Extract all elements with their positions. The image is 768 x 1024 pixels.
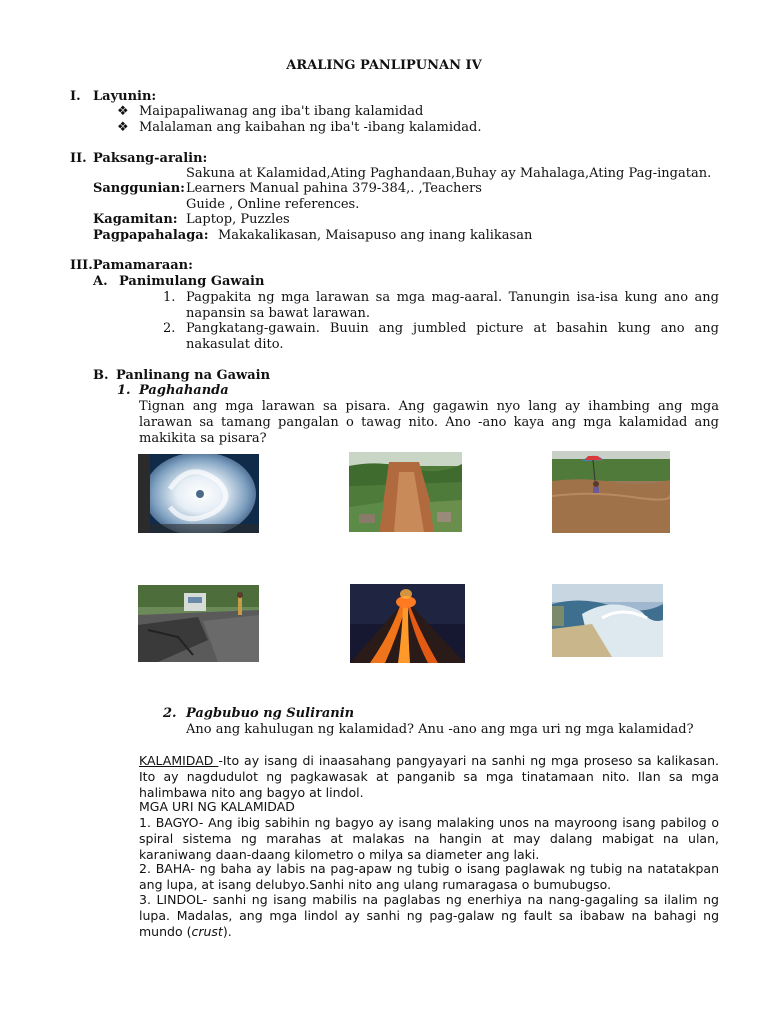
type-lindol (139, 892, 719, 940)
bullet-icon: ❖ (117, 104, 129, 119)
type-lindol-text: 3. LINDOL- sanhi ng isang mabilis na paglabas ng enerhiya na nang-gagaling sa ilalim ng lupa. Madalas, ang mga lindol ay sanhi ng pag-galaw ng fault sa ibabaw na bahagi ng mundo ( (139, 892, 719, 939)
pagpapahalaga-value: Makakalikasan, Maisapuso ang inang kalikasan (218, 228, 533, 243)
sanggunian-value-cont: Guide , Online references. (186, 197, 360, 212)
crust-term: crust (191, 924, 223, 939)
bullet-icon: ❖ (117, 120, 129, 135)
layunin-heading: Layunin: (93, 89, 157, 104)
tsunami-photo (552, 584, 663, 657)
section-number: II. (70, 151, 87, 166)
pagbubuo-heading: Pagbubuo ng Suliranin (186, 706, 355, 721)
pagbubuo-text: Ano ang kahulugan ng kalamidad? Anu -ano ang mga uri ng mga kalamidad? (186, 722, 694, 737)
volcano-photo (350, 584, 465, 663)
pagpapahalaga-label: Pagpapahalaga: (93, 228, 209, 243)
page-title: ARALING PANLIPUNAN IV (286, 58, 482, 73)
list-number: 1. (163, 290, 176, 305)
types-heading: MGA URI NG KALAMIDAD (139, 799, 295, 814)
type-baha: 2. BAHA- ng baha ay labis na pag-apaw ng tubig o isang paglawak ng tubig na natatakpan ang lupa, at isang delubyo.Sanhi nito ang ulang rumaragasa o bumubugso. (139, 861, 719, 892)
kagamitan-label: Kagamitan: (93, 212, 178, 227)
earthquake-photo (138, 585, 259, 662)
landslide-photo (349, 452, 462, 532)
paghahanda-heading: Paghahanda (139, 383, 229, 398)
list-number: 1. (117, 383, 131, 398)
list-number: 2. (163, 706, 177, 721)
sanggunian-label: Sanggunian: (93, 181, 185, 196)
sanggunian-value: Learners Manual pahina 379-384,. ,Teachers (186, 181, 482, 196)
kagamitan-value: Laptop, Puzzles (186, 212, 290, 227)
flood-photo (552, 451, 670, 533)
list-number: 2. (163, 321, 176, 336)
typhoon-photo (138, 454, 259, 533)
type-lindol-end: ). (222, 924, 232, 939)
objective-item: Maipapaliwanag ang iba't ibang kalamidad (139, 104, 424, 119)
paghahanda-text: Tignan ang mga larawan sa pisara. Ang gagawin nyo lang ay ihambing ang mga larawan sa tamang pangalan o tawag nito. Ano -ano kaya ang mga kalamidad ang makikita sa pisara? (139, 399, 719, 446)
panlinang-heading: Panlinang na Gawain (116, 368, 271, 383)
kalamidad-term: KALAMIDAD (139, 753, 219, 768)
type-bagyo: 1. BAGYO- Ang ibig sabihin ng bagyo ay isang malaking unos na mayroong isang pabilog o spiral sistema ng marahas at malakas na hangin at may dalang mabigat na ulan, karaniwang daan-daang kilometro o milya sa diameter ang laki. (139, 815, 719, 862)
objective-item: Malalaman ang kaibahan ng iba't -ibang kalamidad. (139, 120, 482, 135)
section-number: I. (70, 89, 81, 104)
panimulang-heading: Panimulang Gawain (119, 274, 265, 289)
subsection-letter: B. (93, 368, 109, 383)
kalamidad-definition (139, 753, 719, 801)
paksa-heading: Paksang-aralin: (93, 151, 208, 166)
list-item: Pangkatang-gawain. Buuin ang jumbled picture at basahin kung ano ang nakasulat dito. (186, 321, 719, 352)
list-item: Pagpakita ng mga larawan sa mga mag-aaral. Tanungin isa-isa kung ano ang napansin sa bawat larawan. (186, 290, 719, 321)
kalamidad-definition-text: -Ito ay isang di inaasahang pangyayari na sanhi ng mga proseso sa kalikasan. Ito ay nagdudulot ng pagkawasak at panganib sa mga tinatamaan nito. Ilan sa mga halimbawa nito ang bagyo at lindol. (139, 753, 720, 800)
pamamaraan-heading: III.Pamamaraan: (70, 258, 193, 273)
topic-text: Sakuna at Kalamidad,Ating Paghandaan,Buhay ay Mahalaga,Ating Pag-ingatan. (186, 166, 712, 181)
subsection-letter: A. (93, 274, 108, 289)
